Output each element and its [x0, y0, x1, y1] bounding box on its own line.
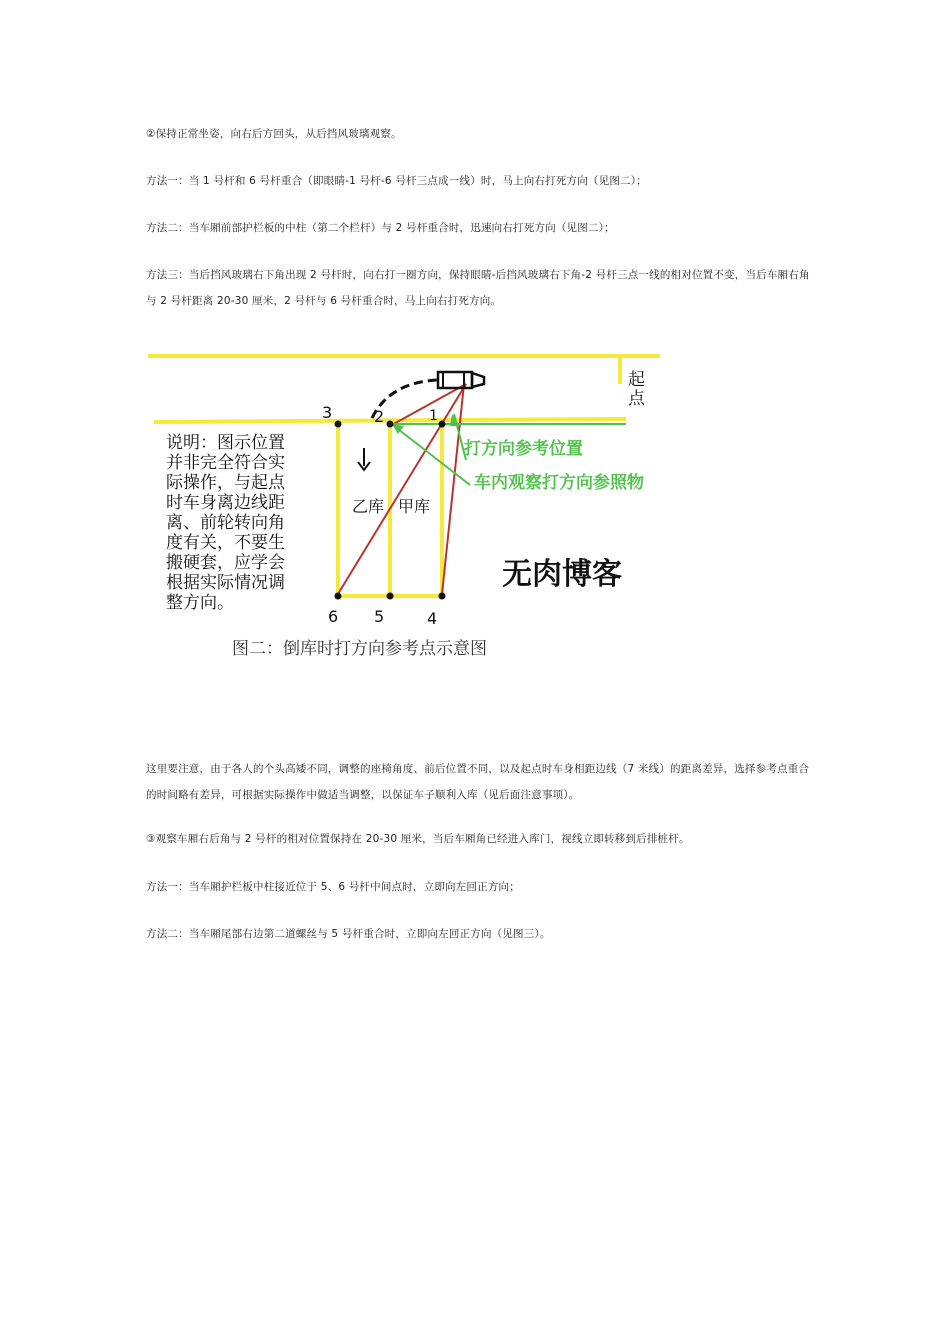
note-line: 整方向。 — [166, 593, 234, 613]
paragraph-4: 方法三：当后挡风玻璃右下角出现 2 号杆时，向右打一圈方向，保持眼睛-后挡风玻璃右下角-2 号杆三点一线的相对位置不变，当后车厢右角与 2 号杆距离 20-30 厘米，2 号杆与 6 号杆重合时，马上向右打死方向。 — [146, 269, 810, 307]
paragraph-6: ③观察车厢右后角与 2 号杆的相对位置保持在 20-30 厘米，当后车厢角已经进入库门，视线立即转移到后排桩杆。 — [146, 833, 690, 845]
note-line: 度有关，不要生 — [166, 533, 285, 553]
paragraph-7: 方法一：当车厢护栏板中柱接近位于 5、6 号杆中间点时，立即向左回正方向； — [146, 881, 520, 893]
pole-1 — [439, 421, 446, 428]
pole-3 — [335, 421, 342, 428]
down-arrow-icon — [358, 448, 370, 470]
sight-line-6 — [338, 384, 466, 594]
figure-caption: 图二：倒库时打方向参考点示意图 — [232, 639, 487, 659]
watermark-text: 无肉博客 — [502, 557, 622, 592]
annotation-steering-reference: 打方向参考位置 — [464, 439, 583, 459]
note-line: 搬硬套，应学会 — [166, 553, 285, 573]
note-line: 并非完全符合实 — [166, 453, 285, 473]
pole-label-6: 6 — [328, 607, 339, 626]
diagram-figure — [146, 340, 666, 670]
note-line: 说明：图示位置 — [166, 433, 285, 453]
garage-b-label: 乙库 — [352, 497, 385, 516]
pole-label-3: 3 — [322, 403, 333, 422]
pole-6 — [335, 593, 342, 600]
annotation-in-car-reference: 车内观察打方向参照物 — [474, 473, 644, 493]
note-block — [166, 433, 286, 613]
note-line: 根据实际情况调 — [166, 573, 285, 593]
note-line: 时车身离边线距 — [166, 493, 285, 513]
note-line: 际操作，与起点 — [166, 473, 285, 493]
pole-5 — [387, 593, 394, 600]
paragraph-5: 这里要注意，由于各人的个头高矮不同，调整的座椅角度、前后位置不同，以及起点时车身相距边线（7 米线）的距离差异，选择参考点重合的时间略有差异，可根据实际操作中做适当调整，以保证车子顺利入库（见后面注意事项）。 — [146, 763, 810, 801]
start-label-2: 点 — [628, 389, 645, 409]
pole-label-5: 5 — [374, 607, 385, 626]
paragraph-8: 方法二：当车厢尾部右边第二道螺丝与 5 号杆重合时，立即向左回正方向（见图三）。 — [146, 928, 551, 940]
car-icon — [438, 372, 484, 388]
parking-diagram — [146, 340, 666, 670]
garage-a-label: 甲库 — [398, 497, 431, 516]
paragraph-1: ②保持正常坐姿，向右后方回头，从后挡风玻璃观察。 — [146, 128, 402, 140]
pole-label-4: 4 — [427, 609, 438, 628]
pole-label-2: 2 — [374, 407, 385, 426]
pole-2 — [387, 421, 394, 428]
note-line: 离、前轮转向角 — [166, 513, 285, 533]
pole-4 — [439, 593, 446, 600]
paragraph-2: 方法一：当 1 号杆和 6 号杆重合（即眼睛-1 号杆-6 号杆三点成一线）时，马上向右打死方向（见图二）； — [146, 175, 647, 187]
paragraph-3: 方法二：当车厢前部护栏板的中柱（第二个栏杆）与 2 号杆重合时，迅速向右打死方向（见图二）； — [146, 222, 615, 234]
start-label-1: 起 — [628, 370, 645, 390]
pole-label-1: 1 — [429, 408, 438, 424]
